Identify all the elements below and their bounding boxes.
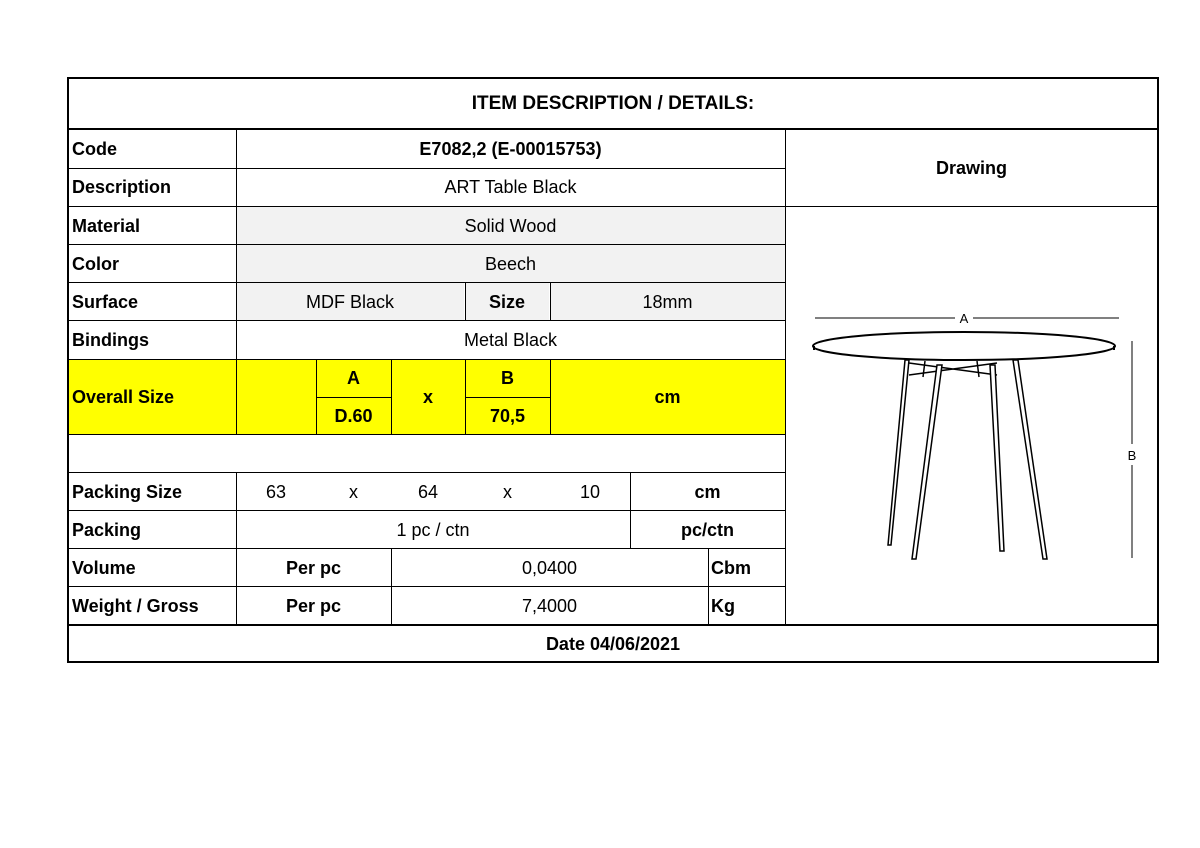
overall-size-label: Overall Size (69, 360, 316, 435)
divider (785, 129, 786, 625)
divider (391, 360, 392, 435)
divider (550, 360, 551, 435)
overall-x: x (391, 360, 465, 435)
divider (236, 129, 237, 435)
divider (550, 283, 551, 321)
volume-unit: Cbm (711, 557, 751, 578)
divider (630, 473, 631, 549)
table-drawing (787, 207, 1159, 624)
rule (69, 128, 1157, 130)
date-footer: Date 04/06/2021 (545, 634, 681, 654)
volume-per: Per pc (285, 557, 342, 578)
rule (69, 434, 785, 435)
rule (69, 624, 1157, 626)
description-label: Description (72, 177, 172, 197)
volume-label: Volume (72, 557, 136, 578)
overall-a-value: D.60 (316, 397, 391, 435)
drawing-a-label: A (959, 311, 969, 326)
rule (69, 359, 785, 360)
overall-b-value: 70,5 (465, 397, 550, 435)
weight-label: Weight / Gross (72, 595, 199, 616)
packing-size-unit: cm (694, 481, 721, 502)
weight-unit: Kg (711, 595, 735, 616)
description-value: ART Table Black (444, 177, 577, 197)
volume-value: 0,0400 (521, 557, 578, 578)
divider (236, 473, 237, 625)
weight-value: 7,4000 (521, 595, 578, 616)
drawing-label: Drawing (935, 158, 1007, 178)
code-value: E7082,2 (E-00015753) (419, 138, 602, 159)
material-label: Material (72, 215, 141, 236)
rule (316, 397, 391, 398)
divider (391, 549, 392, 625)
weight-per: Per pc (285, 595, 342, 616)
code-label: Code (72, 138, 117, 159)
overall-b-label: B (465, 360, 550, 397)
divider (316, 360, 317, 435)
size-value: 18mm (550, 283, 785, 321)
rule (69, 586, 785, 587)
rule (69, 472, 785, 473)
material-value: Solid Wood (236, 207, 785, 245)
sheet-title: ITEM DESCRIPTION / DETAILS: (471, 93, 755, 114)
overall-a-label: A (316, 360, 391, 397)
item-details-sheet (67, 77, 1159, 663)
packing-label: Packing (72, 519, 142, 540)
surface-value: MDF Black (236, 283, 464, 321)
rule (69, 548, 785, 549)
rule (69, 510, 785, 511)
color-value: Beech (236, 245, 785, 283)
rule (69, 282, 785, 283)
packing-unit: pc/ctn (680, 519, 734, 540)
divider (465, 360, 466, 435)
packing-x2: x (503, 481, 512, 502)
divider (465, 283, 466, 321)
packing-size-label: Packing Size (72, 481, 183, 502)
divider (708, 549, 709, 625)
size-label: Size (465, 283, 549, 321)
packing-width: 64 (417, 481, 439, 502)
bindings-label: Bindings (72, 330, 149, 350)
rule (69, 320, 785, 321)
color-label: Color (72, 253, 119, 274)
packing-height: 10 (579, 481, 601, 502)
packing-x1: x (349, 481, 358, 502)
bindings-value: Metal Black (463, 330, 558, 350)
rule (465, 397, 550, 398)
surface-label: Surface (72, 291, 139, 312)
overall-unit: cm (550, 360, 785, 435)
rule (69, 168, 785, 169)
rule (69, 244, 785, 245)
packing-length: 63 (265, 481, 287, 502)
packing-value: 1 pc / ctn (396, 519, 470, 540)
drawing-b-label: B (1127, 448, 1137, 463)
